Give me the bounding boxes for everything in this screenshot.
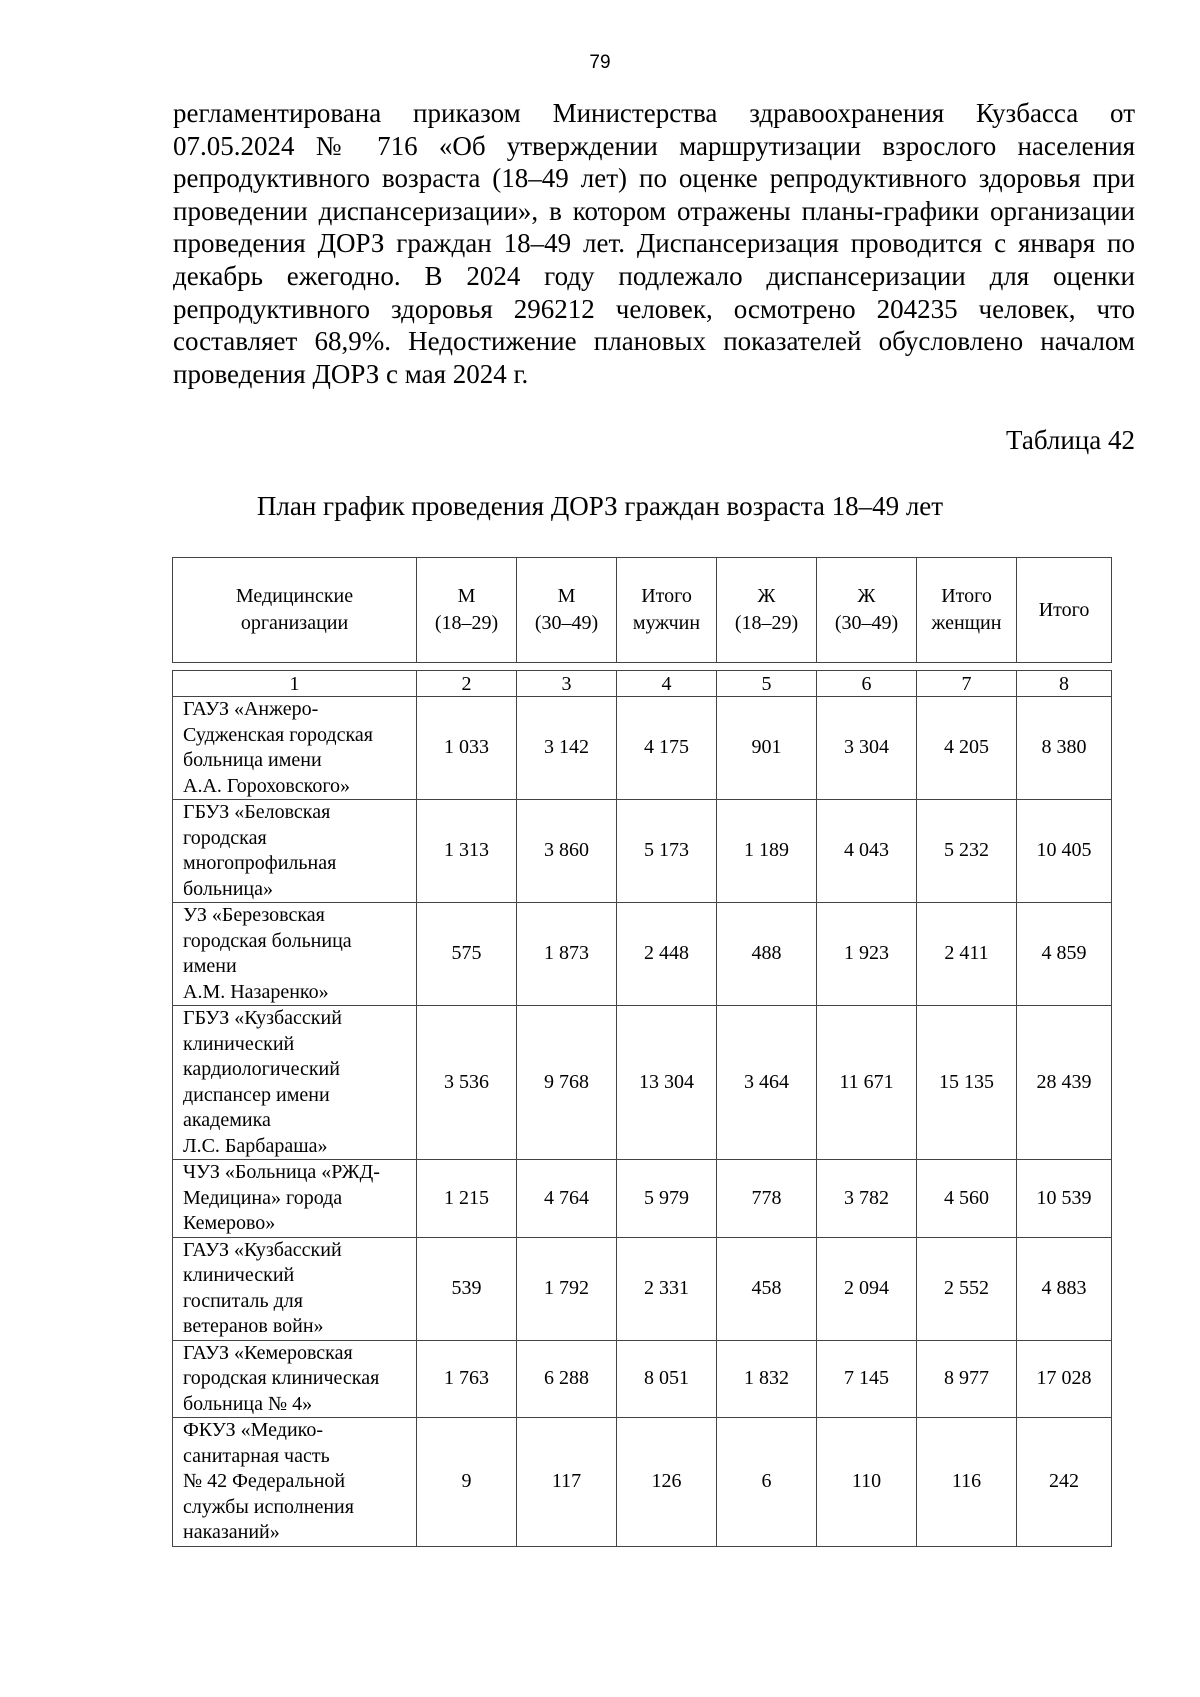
value-cell: 1 215: [417, 1160, 517, 1238]
organization-name: [173, 800, 417, 903]
column-number-cell: 3: [517, 671, 617, 697]
organization-name: [173, 1160, 417, 1238]
organization-name-line: наказаний»: [183, 1521, 280, 1543]
value-cell: 110: [817, 1418, 917, 1547]
column-number-cell: 8: [1017, 671, 1112, 697]
value-cell: 126: [617, 1418, 717, 1547]
header-organizations: Медицинские организации: [173, 558, 417, 663]
organization-name-line: А.А. Гороховского»: [183, 774, 351, 797]
header-total-men: Итого мужчин: [617, 558, 717, 663]
value-cell: 539: [417, 1237, 517, 1340]
organization-name-line: городская больница: [183, 929, 352, 952]
value-cell: 4 859: [1017, 903, 1112, 1006]
organization-name: [173, 1340, 417, 1418]
header-m-30-49: М (30–49): [517, 558, 617, 663]
organization-name-line: многопрофильная: [183, 852, 337, 874]
value-cell: 4 205: [917, 697, 1017, 800]
value-cell: 4 175: [617, 697, 717, 800]
value-cell: 8 380: [1017, 697, 1112, 800]
column-number-cell: 2: [417, 671, 517, 697]
value-cell: 778: [717, 1160, 817, 1238]
column-number-cell: 5: [717, 671, 817, 697]
table-number: Таблица 42: [1006, 425, 1135, 455]
column-number-cell: 4: [617, 671, 717, 697]
table-row: [173, 1418, 1112, 1547]
organization-name-line: службы исполнения: [183, 1495, 354, 1518]
table-row: [173, 800, 1112, 903]
value-cell: 10 539: [1017, 1160, 1112, 1238]
organization-name-line: № 42 Федеральной: [183, 1470, 346, 1492]
value-cell: 1 313: [417, 800, 517, 903]
table-header: [172, 557, 1112, 663]
value-cell: 4 560: [917, 1160, 1017, 1238]
value-cell: 488: [717, 903, 817, 1006]
value-cell: 1 923: [817, 903, 917, 1006]
column-number-cell: 6: [817, 671, 917, 697]
organization-name-line: А.М. Назаренко»: [183, 980, 329, 1003]
organization-name-line: ГАУЗ «Кузбасский: [183, 1238, 342, 1261]
value-cell: 3 464: [717, 1006, 817, 1160]
value-cell: 28 439: [1017, 1006, 1112, 1160]
value-cell: 8 977: [917, 1340, 1017, 1418]
value-cell: 116: [917, 1418, 1017, 1547]
organization-name: [173, 1237, 417, 1340]
page-number: 79: [589, 52, 611, 73]
organization-name-line: больница № 4»: [183, 1392, 313, 1415]
value-cell: 901: [717, 697, 817, 800]
header-total-women: Итого женщин: [917, 558, 1017, 663]
value-cell: 7 145: [817, 1340, 917, 1418]
value-cell: 2 552: [917, 1237, 1017, 1340]
value-cell: 8 051: [617, 1340, 717, 1418]
organization-name-line: больница имени: [183, 749, 322, 771]
value-cell: 3 304: [817, 697, 917, 800]
value-cell: 2 448: [617, 903, 717, 1006]
table-row: [173, 1237, 1112, 1340]
organization-name-line: клинический: [183, 1032, 295, 1055]
header-f-18-29: Ж (18–29): [717, 558, 817, 663]
value-cell: 2 094: [817, 1237, 917, 1340]
organization-name-line: госпиталь для: [183, 1289, 303, 1312]
organization-name-line: ГАУЗ «Анжеро-: [183, 698, 319, 720]
table-row: [173, 1340, 1112, 1418]
value-cell: 5 979: [617, 1160, 717, 1238]
column-number-row: [173, 671, 1112, 697]
header-f-30-49: Ж (30–49): [817, 558, 917, 663]
value-cell: 5 173: [617, 800, 717, 903]
table-row: [173, 903, 1112, 1006]
organization-name: [173, 1418, 417, 1547]
organization-name-line: санитарная часть: [183, 1444, 330, 1467]
value-cell: 1 033: [417, 697, 517, 800]
value-cell: 3 860: [517, 800, 617, 903]
organization-name: [173, 1006, 417, 1160]
organization-name-line: кардиологический: [183, 1058, 340, 1080]
value-cell: 6: [717, 1418, 817, 1547]
value-cell: 6 288: [517, 1340, 617, 1418]
value-cell: 458: [717, 1237, 817, 1340]
value-cell: 13 304: [617, 1006, 717, 1160]
organization-name-line: диспансер имени: [183, 1083, 330, 1106]
organization-name-line: городская: [183, 826, 267, 849]
value-cell: 4 764: [517, 1160, 617, 1238]
organization-name: [173, 903, 417, 1006]
organization-name-line: ГБУЗ «Беловская: [183, 801, 331, 823]
header-row: [173, 558, 1112, 663]
value-cell: 2 331: [617, 1237, 717, 1340]
value-cell: 2 411: [917, 903, 1017, 1006]
value-cell: 11 671: [817, 1006, 917, 1160]
value-cell: 4 043: [817, 800, 917, 903]
organization-name-line: ЧУЗ «Больница «РЖД-: [183, 1161, 380, 1183]
organization-name-line: ветеранов войн»: [183, 1315, 324, 1337]
organization-name-line: клинический: [183, 1264, 295, 1286]
organization-name-line: Судженская городская: [183, 723, 373, 746]
organization-name-line: ГАУЗ «Кемеровская: [183, 1341, 353, 1364]
value-cell: 17 028: [1017, 1340, 1112, 1418]
organization-name-line: городская клиническая: [183, 1367, 380, 1389]
organization-name-line: ФКУЗ «Медико-: [183, 1419, 324, 1441]
value-cell: 15 135: [917, 1006, 1017, 1160]
value-cell: 9: [417, 1418, 517, 1547]
value-cell: 117: [517, 1418, 617, 1547]
value-cell: 4 883: [1017, 1237, 1112, 1340]
organization-name-line: ГБУЗ «Кузбасский: [183, 1007, 342, 1029]
column-number-cell: 1: [173, 671, 417, 697]
value-cell: 10 405: [1017, 800, 1112, 903]
column-number-cell: 7: [917, 671, 1017, 697]
value-cell: 575: [417, 903, 517, 1006]
organization-name-line: Кемерово»: [183, 1212, 276, 1234]
value-cell: 1 763: [417, 1340, 517, 1418]
value-cell: 242: [1017, 1418, 1112, 1547]
value-cell: 1 873: [517, 903, 617, 1006]
value-cell: 1 792: [517, 1237, 617, 1340]
organization-name-line: УЗ «Березовская: [183, 904, 325, 926]
table-row: [173, 1006, 1112, 1160]
value-cell: 3 142: [517, 697, 617, 800]
organization-name-line: Л.С. Барбараша»: [183, 1134, 328, 1157]
value-cell: 1 832: [717, 1340, 817, 1418]
header-m-18-29: М (18–29): [417, 558, 517, 663]
table-row: [173, 1160, 1112, 1238]
organization-name-line: академика: [183, 1109, 271, 1131]
table-title: План график проведения ДОРЗ граждан возраста 18–49 лет: [256, 491, 944, 521]
value-cell: 1 189: [717, 800, 817, 903]
table-row: [173, 697, 1112, 800]
value-cell: 5 232: [917, 800, 1017, 903]
data-table: [172, 670, 1112, 1547]
value-cell: 3 536: [417, 1006, 517, 1160]
organization-name: [173, 697, 417, 800]
value-cell: 3 782: [817, 1160, 917, 1238]
value-cell: 9 768: [517, 1006, 617, 1160]
body-paragraph: регламентирована приказом Министерства здравоохранения Кузбасса от 07.05.2024 № 716 «Об утверждении маршрутизации взрослого населения репродуктивного возраста (18–49 лет) по оценке репродуктивного здоровья при проведении диспансеризации», в котором отражены планы-графики организации проведения ДОРЗ граждан 18–49 лет. Диспансеризация проводится с января по декабрь ежегодно. В 2024 году подлежало диспансеризации для оценки репродуктивного здоровья 296212 человек, осмотрено 204235 человек, что составляет 68,9%. Недостижение плановых показателей обусловлено началом проведения ДОРЗ с мая 2024 г.: [173, 98, 1135, 389]
organization-name-line: Медицина» города: [183, 1186, 343, 1209]
header-total: Итого: [1017, 558, 1112, 663]
organization-name-line: имени: [183, 955, 237, 977]
organization-name-line: больница»: [183, 877, 273, 900]
